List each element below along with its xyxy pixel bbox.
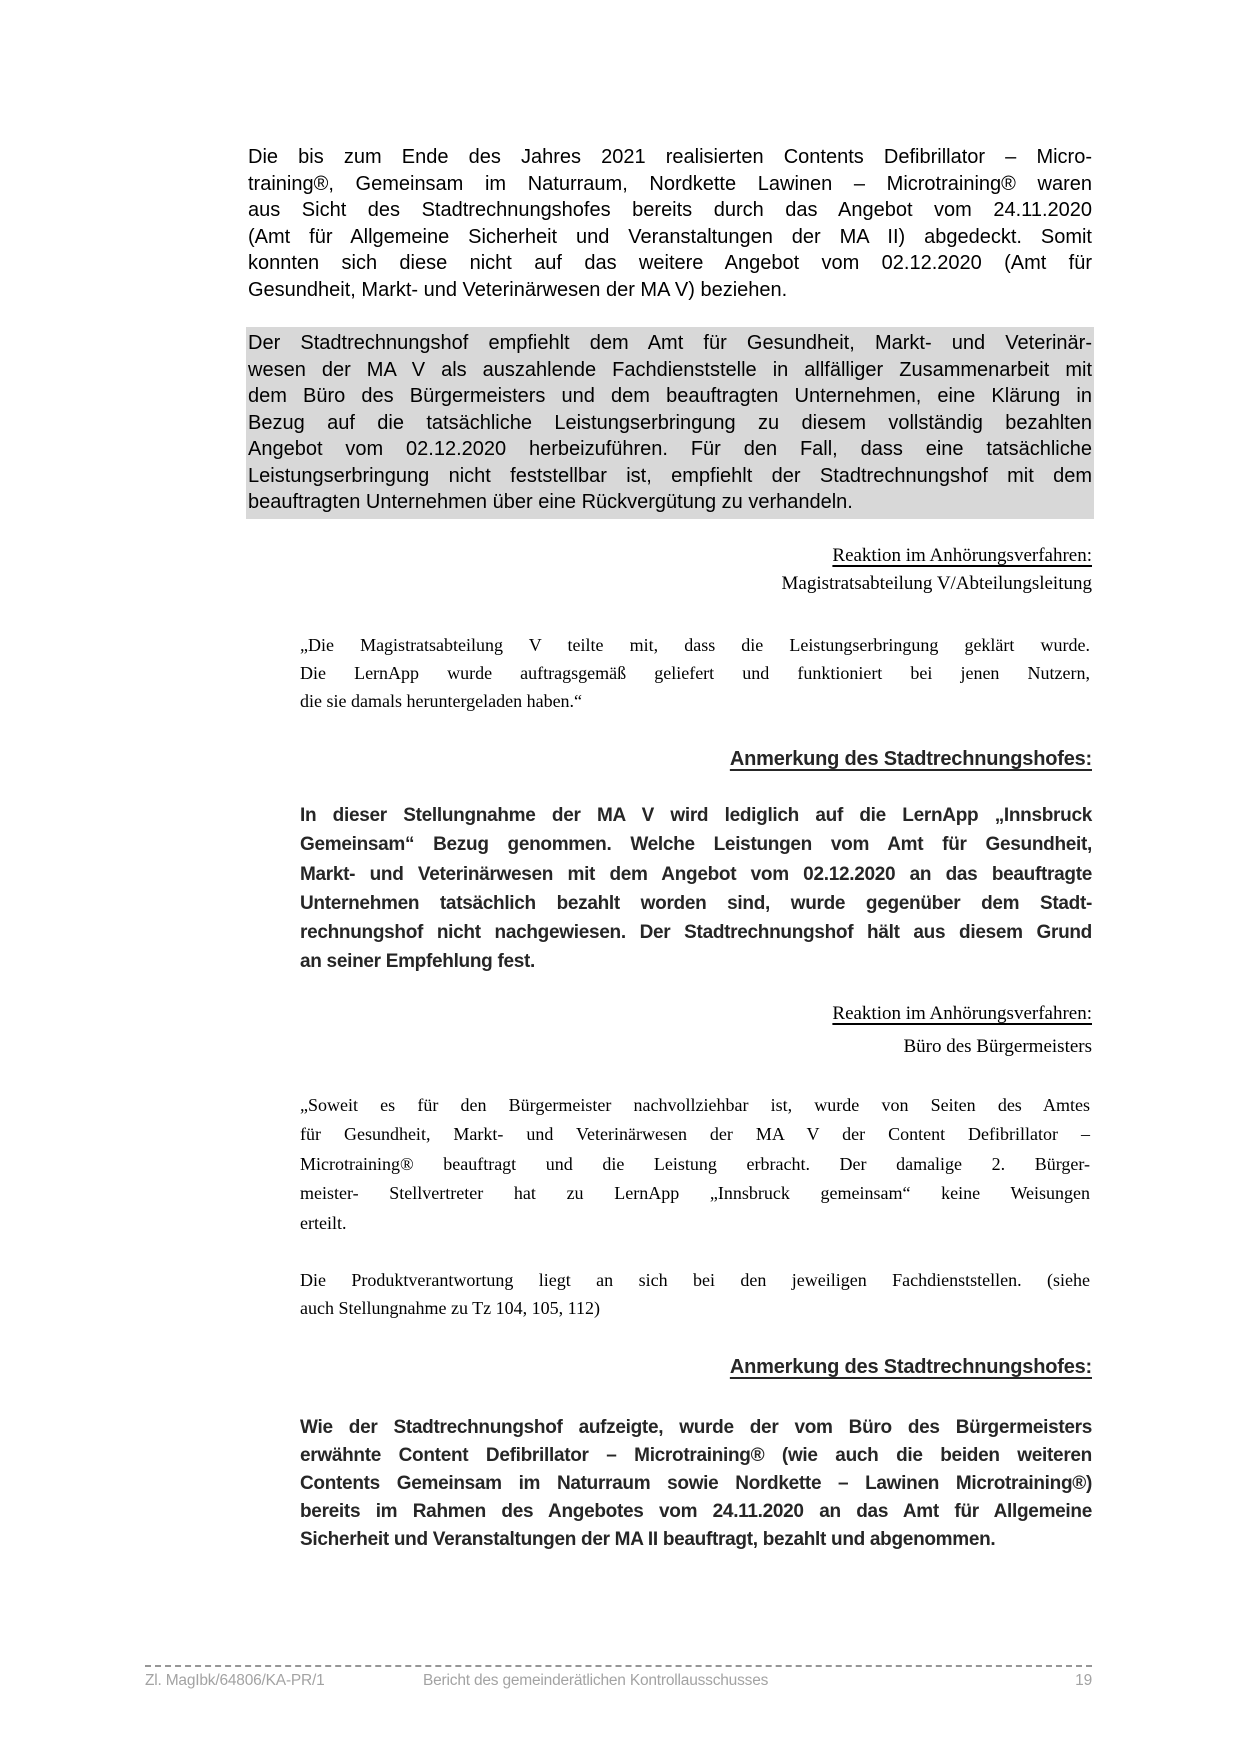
- text-line: Unternehmen tatsächlich bezahlt worden sind, wurde gegenüber dem Stadt-: [300, 892, 1092, 914]
- text-line: Sicherheit und Veranstaltungen der MA II beauftragt, bezahlt und abgenommen.: [300, 1529, 996, 1550]
- reaction-quote-3: [300, 1266, 1090, 1322]
- reaction-org-2: Büro des Bürgermeisters: [903, 1036, 1092, 1057]
- auditor-note-paragraph-2: [300, 1414, 1092, 1554]
- text-line: Leistungserbringung nicht feststellbar ist, empfiehlt der Stadtrechnungshof mit dem: [248, 464, 1092, 487]
- reaction-quote-2: [300, 1091, 1090, 1238]
- text-line: für Gesundheit, Markt- und Veterinärwesen der MA V der Content Defibrillator –: [300, 1124, 1090, 1145]
- text-line: auch Stellungnahme zu Tz 104, 105, 112): [300, 1298, 600, 1318]
- text-line: Der Stadtrechnungshof empfiehlt dem Amt für Gesundheit, Markt- und Veterinär-: [248, 332, 1092, 354]
- footer-title: Bericht des gemeinderätlichen Kontrollausschusses: [423, 1672, 769, 1689]
- text-line: dem Büro des Bürgermeisters und dem beauftragten Unternehmen, eine Klärung in: [248, 385, 1092, 407]
- text-line: Contents Gemeinsam im Naturraum sowie Nordkette – Lawinen Microtraining®): [300, 1473, 1092, 1494]
- text-line: Markt- und Veterinärwesen mit dem Angebot vom 02.12.2020 an das beauftragte: [300, 863, 1092, 885]
- text-line: Bezug auf die tatsächliche Leistungserbringung zu diesem vollständig bezahlten: [248, 411, 1092, 434]
- text-line: training®, Gemeinsam im Naturraum, Nordkette Lawinen – Microtraining® waren: [248, 172, 1092, 195]
- reaction-org-1: Magistratsabteilung V/Abteilungsleitung: [781, 573, 1092, 594]
- auditor-note-paragraph-1: [300, 801, 1092, 977]
- text-line: In dieser Stellungnahme der MA V wird lediglich auf die LernApp „Innsbruck: [300, 805, 1092, 826]
- page-footer: [145, 1665, 1092, 1690]
- text-line: bereits im Rahmen des Angebotes vom 24.11.2020 an das Amt für Allgemeine: [300, 1501, 1092, 1522]
- text-line: die sie damals heruntergeladen haben.“: [300, 691, 583, 711]
- text-line: Die Produktverantwortung liegt an sich bei den jeweiligen Fachdienststellen. (siehe: [300, 1270, 1090, 1290]
- text-line: Die bis zum Ende des Jahres 2021 realisierten Contents Defibrillator – Micro-: [248, 146, 1092, 168]
- text-line: meister- Stellvertreter hat zu LernApp „Innsbruck gemeinsam“ keine Weisungen: [300, 1183, 1090, 1204]
- text-line: rechnungshof nicht nachgewiesen. Der Stadtrechnungshof hält aus diesem Grund: [300, 922, 1092, 944]
- text-line: (Amt für Allgemeine Sicherheit und Veranstaltungen der MA II) abgedeckt. Somit: [248, 225, 1092, 248]
- text-line: beauftragten Unternehmen über eine Rückvergütung zu verhandeln.: [248, 491, 853, 513]
- footer-reference: Zl. MagIbk/64806/KA-PR/1: [145, 1672, 325, 1689]
- auditor-note-heading-2: Anmerkung des Stadtrechnungshofes:: [729, 1356, 1092, 1378]
- reaction-heading-2: Reaktion im Anhörungsverfahren:: [832, 1003, 1092, 1024]
- text-line: Angebot vom 02.12.2020 herbeizuführen. Für den Fall, dass eine tatsächliche: [248, 438, 1092, 460]
- recommendation-highlight: [246, 327, 1094, 519]
- reaction-heading-1: Reaktion im Anhörungsverfahren:: [832, 545, 1092, 566]
- auditor-note-heading-1: Anmerkung des Stadtrechnungshofes:: [729, 748, 1092, 770]
- text-line: Gemeinsam“ Bezug genommen. Welche Leistungen vom Amt für Gesundheit,: [300, 834, 1092, 856]
- footer-page-number: 19: [1075, 1672, 1092, 1689]
- text-line: an seiner Empfehlung fest.: [300, 951, 536, 973]
- text-line: konnten sich diese nicht auf das weitere Angebot vom 02.12.2020 (Amt für: [248, 252, 1092, 274]
- text-line: Gesundheit, Markt- und Veterinärwesen der MA V) beziehen.: [248, 278, 788, 301]
- text-line: Wie der Stadtrechnungshof aufzeigte, wurde der vom Büro des Bürgermeisters: [300, 1417, 1092, 1438]
- text-line: Die LernApp wurde auftragsgemäß geliefert und funktioniert bei jenen Nutzern,: [300, 663, 1090, 683]
- intro-paragraph: [248, 144, 1092, 303]
- text-line: aus Sicht des Stadtrechnungshofes bereits durch das Angebot vom 24.11.2020: [248, 199, 1092, 221]
- text-line: erteilt.: [300, 1212, 347, 1233]
- text-line: wesen der MA V als auszahlende Fachdienststelle in allfälliger Zusammenarbeit mit: [248, 358, 1092, 381]
- text-line: Microtraining® beauftragt und die Leistung erbracht. Der damalige 2. Bürger-: [300, 1153, 1090, 1174]
- text-line: „Die Magistratsabteilung V teilte mit, dass die Leistungserbringung geklärt wurde.: [300, 635, 1090, 655]
- text-line: „Soweit es für den Bürgermeister nachvollziehbar ist, wurde von Seiten des Amtes: [300, 1095, 1090, 1115]
- reaction-quote-1: [300, 631, 1090, 715]
- text-line: erwähnte Content Defibrillator – Microtraining® (wie auch die beiden weiteren: [300, 1445, 1092, 1466]
